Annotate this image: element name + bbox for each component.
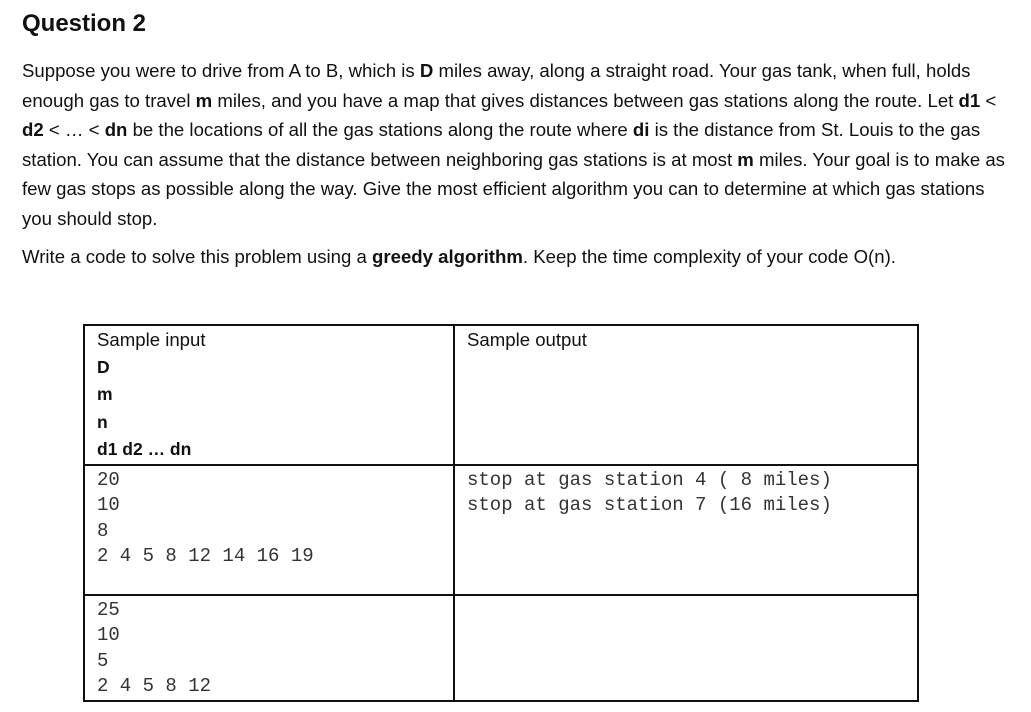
sample-2-input-distances: 2 4 5 8 12 xyxy=(97,675,212,697)
emphasized-term: D xyxy=(419,60,434,81)
sample-1-input-n: 8 xyxy=(97,519,109,542)
paragraph-text: Suppose you were to drive from A to B, which is xyxy=(22,60,420,81)
sample-1-input-distances: 2 4 5 8 12 14 16 19 xyxy=(97,545,314,567)
problem-description xyxy=(22,56,1007,233)
paragraph-text: Write a code to solve this problem using a xyxy=(22,246,373,267)
paragraph-text: miles, and you have a map that gives distances between gas stations along the route. Let xyxy=(212,89,959,111)
table-row xyxy=(84,465,918,595)
sample-1-output-cell xyxy=(454,465,918,595)
sample-io-table xyxy=(83,324,919,702)
task-instruction xyxy=(22,242,1007,272)
sample-1-input-m: 10 xyxy=(97,494,120,516)
paragraph-text: < … < xyxy=(43,119,105,140)
paragraph-text: is the distance from St. Louis to the gas station. You can assume that the distance between neighboring gas stations is at most xyxy=(22,119,981,170)
sample-1-input-D: 20 xyxy=(97,468,120,491)
paragraph-text: miles. Your goal is to make as few gas stops as possible along the way. Give the most efficient algorithm you can to determine at which gas stations you should stop. xyxy=(22,148,1005,229)
paragraph-text: < xyxy=(980,89,997,111)
sample-2-input-m: 10 xyxy=(97,624,120,646)
input-header-cell xyxy=(84,325,454,465)
emphasized-term: dn xyxy=(104,119,128,140)
question-block xyxy=(22,8,1007,272)
sample-2-output-cell xyxy=(454,595,918,701)
emphasized-term: greedy algorithm xyxy=(372,246,523,267)
input-format-distances: d1 d2 … dn xyxy=(97,439,192,459)
input-format-m: m xyxy=(97,384,113,404)
emphasized-term: m xyxy=(195,89,213,111)
output-header-label: Sample output xyxy=(467,329,587,350)
emphasized-term: d1 xyxy=(958,89,981,111)
table-header-row xyxy=(84,325,918,465)
input-header-label: Sample input xyxy=(97,329,206,350)
sample-2-input-cell xyxy=(84,595,454,701)
sample-2-input-n: 5 xyxy=(97,649,109,672)
paragraph-text: be the locations of all the gas stations along the route where xyxy=(127,119,633,140)
input-format-D: D xyxy=(97,356,110,377)
emphasized-term: m xyxy=(737,148,754,170)
sample-1-output-line-1: stop at gas station 4 ( 8 miles) xyxy=(467,468,832,491)
sample-2-input-D: 25 xyxy=(97,598,120,621)
input-format-n: n xyxy=(97,411,108,432)
sample-1-input-cell xyxy=(84,465,454,595)
table-row xyxy=(84,595,918,701)
paragraph-text: miles away, along a straight road. Your gas tank, when full, holds enough gas to travel xyxy=(22,60,971,111)
output-header-cell xyxy=(454,325,918,465)
emphasized-term: di xyxy=(632,119,650,140)
emphasized-term: d2 xyxy=(22,119,44,140)
paragraph-text: . Keep the time complexity of your code O(n). xyxy=(522,246,896,267)
question-title: Question 2 xyxy=(22,10,147,37)
sample-1-output-line-2: stop at gas station 7 (16 miles) xyxy=(467,494,832,516)
